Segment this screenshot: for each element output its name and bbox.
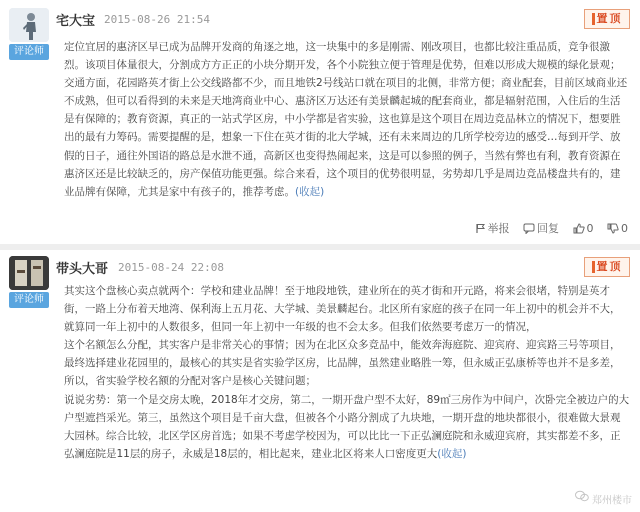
collapse-link[interactable]: (收起) (437, 447, 467, 460)
pin-bar-icon (592, 13, 595, 25)
comment-text: 定位宜居的惠济区早已成为品牌开发商的角逐之地，这一块集中的多是刚需、刚改项目，也都比较注重品质，竞争很激烈。该项目体量很大，分割成方方正正的小块分期开发，各个小院独立便于管理是优势，但难以形成大规模的绿化景观；交通方面，花园路英才街上公交线路都不少，而且地铁2号线站口就在项目的北侧，非常方便；商业配套，目前区域商业还不成熟，但可以看得到的未来是天地湾商业中心、惠济区万达还有美景麟起城的配套商业，都是辐射范围，入住后的生活是有保障的；教育资源，真正的一站式学区房，中小学都是省实验，这也算是这个项目在周边竞品林立的情况下，想要胜出的最有力筹码。需要提醒的是，想象一下住在英才街的北大学城，还有未来周边的几所学校旁边的感受…每到开学、放假的日子，通往外国语的路总是水泄不通，高新区也变得热闹起来，这是可以参照的例子，当然有弊也有利，教育资源在惠济区还是比较缺乏的，房产保值功能更强。综合来看，这个项目的优势很明显，劣势却几乎是周边竞品楼盘共有的，建业品牌有保障，尤其是家中有孩子的，推荐考虑。 (64, 41, 628, 198)
wechat-icon (575, 490, 589, 502)
avatar-photo-icon (9, 256, 49, 290)
thumbs-up-icon (573, 223, 585, 234)
dislike-button[interactable] (607, 222, 628, 235)
pin-button[interactable] (584, 257, 630, 277)
watermark-text: 郑州楼市 (592, 495, 632, 506)
like-button[interactable] (573, 222, 594, 235)
pin-label: 置顶 (596, 12, 623, 25)
pin-bar-icon (592, 261, 595, 273)
reply-button[interactable] (523, 220, 559, 236)
pin-button[interactable] (584, 9, 630, 29)
comment-paragraph: 这个名额怎么分配，其实客户是非常关心的事情；因为在北区众多竞品中，能效奔海庭院、迎宾府、迎宾路三号等项目，最终选择建业花园里的，最核心的其实是省实验学区房，比品牌，虽然建业略胜一筹，但永威正弘康桥等也并不是多差，所以，省实验学校名额的分配对客户是核心关键问题； (64, 339, 621, 388)
avatar-block (9, 256, 49, 308)
comment-actions (465, 220, 629, 236)
thumbs-down-icon (607, 223, 619, 234)
username[interactable]: 宅大宝 (56, 14, 96, 29)
avatar[interactable] (9, 8, 49, 42)
post-time: 2015-08-24 22:08 (118, 261, 224, 274)
comment-body (64, 38, 630, 201)
watermark (575, 490, 632, 507)
comment-paragraph: 其实这个盘核心卖点就两个：学校和建业品牌！至于地段地铁，建业所在的英才街和开元路，将来会很堵，特别是英才街，一路上分布着天地湾、保利海上五月花、大学城、美景麟起台。北区所有家庭的孩子在同一年上初中的机会并不大，就算同一年上初中的人数很多，但同一年上初中一年级的也不会太多。但我们依然要考虑万一的情况， (64, 285, 621, 334)
comment-paragraph (64, 391, 630, 463)
report-button[interactable] (475, 220, 510, 236)
pin-label: 置顶 (596, 260, 623, 273)
post-time: 2015-08-26 21:54 (104, 13, 210, 26)
reply-bubble-icon (523, 223, 535, 234)
role-badge: 评论师 (9, 44, 49, 60)
comment-text: 说说劣势：第一个是交房太晚，2018年才交房，第二，一期开盘户型不太好，89㎡三房作为中间户，次卧完全被边户的大户型遮挡采光。第三，虽然这个项目是千亩大盘，但被各个小路分割成了九块地，一期开盘的地块都很小，很难做大景观大园林。综合比较，北区学区房首选；如果不考虑学校因为，可以比比一下正弘澜庭院和永威迎宾府，其实都差不多，正弘澜庭院是11层的房子，永威是18层的，相比起来，建业北区将来人口密度更大 (64, 393, 630, 460)
role-badge: 评论师 (9, 292, 49, 308)
dislike-count: 0 (621, 222, 628, 235)
avatar-block (9, 8, 49, 60)
comment-card (0, 0, 640, 244)
avatar-photo-icon (9, 8, 49, 42)
avatar[interactable] (9, 256, 49, 290)
username[interactable]: 带头大哥 (56, 262, 109, 277)
collapse-link[interactable]: (收起) (295, 185, 325, 198)
comment-body (64, 282, 630, 463)
report-label: 举报 (487, 222, 510, 235)
comment-card (0, 250, 640, 512)
flag-icon (475, 223, 486, 234)
reply-label: 回复 (537, 222, 559, 235)
like-count: 0 (586, 222, 594, 235)
